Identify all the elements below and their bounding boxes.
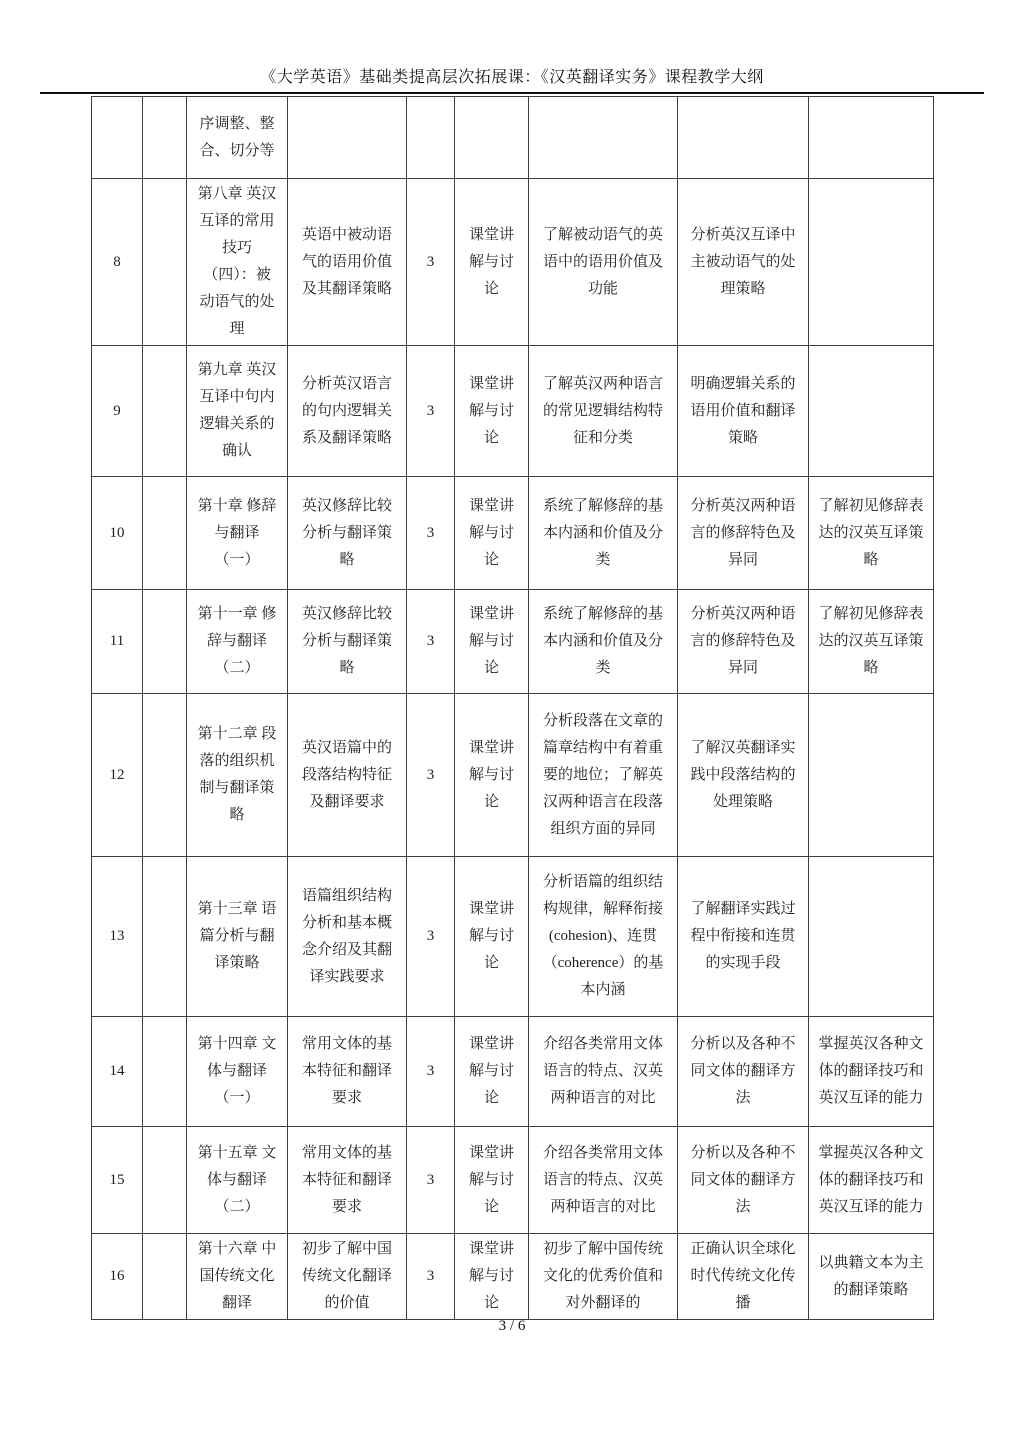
method-cell <box>455 97 529 179</box>
blank-cell <box>143 97 187 179</box>
blank-cell <box>143 694 187 857</box>
hours-cell <box>407 97 455 179</box>
content-cell <box>288 97 407 179</box>
method-cell: 课堂讲解与讨论 <box>455 590 529 694</box>
chapter-cell: 第十章 修辞与翻译（一） <box>187 477 288 590</box>
week-cell: 14 <box>92 1017 143 1127</box>
week-cell: 10 <box>92 477 143 590</box>
blank-cell <box>143 1017 187 1127</box>
hours-cell: 3 <box>407 857 455 1017</box>
week-cell: 12 <box>92 694 143 857</box>
method-cell: 课堂讲解与讨论 <box>455 857 529 1017</box>
blank-cell <box>143 1234 187 1320</box>
table-row <box>92 477 934 590</box>
syllabus-table <box>91 96 934 1320</box>
analysis-cell: 了解汉英翻译实践中段落结构的处理策略 <box>678 694 809 857</box>
week-cell: 16 <box>92 1234 143 1320</box>
chapter-cell: 第十六章 中国传统文化翻译 <box>187 1234 288 1320</box>
objective-cell: 了解英汉两种语言的常见逻辑结构特征和分类 <box>529 346 678 477</box>
analysis-cell: 明确逻辑关系的语用价值和翻译策略 <box>678 346 809 477</box>
week-cell: 13 <box>92 857 143 1017</box>
analysis-cell: 分析以及各种不同文体的翻译方法 <box>678 1017 809 1127</box>
hours-cell: 3 <box>407 694 455 857</box>
chapter-cell: 第十五章 文体与翻译（二） <box>187 1127 288 1234</box>
extra-cell <box>809 97 934 179</box>
table-row <box>92 346 934 477</box>
content-cell: 初步了解中国传统文化翻译的价值 <box>288 1234 407 1320</box>
table-row <box>92 590 934 694</box>
chapter-cell: 第八章 英汉互译的常用技巧（四）：被动语气的处理 <box>187 179 288 346</box>
hours-cell: 3 <box>407 477 455 590</box>
objective-cell: 介绍各类常用文体语言的特点、汉英两种语言的对比 <box>529 1017 678 1127</box>
page-title: 《大学英语》基础类提高层次拓展课：《汉英翻译实务》课程教学大纲 <box>260 69 764 86</box>
method-cell: 课堂讲解与讨论 <box>455 694 529 857</box>
chapter-cell: 第十四章 文体与翻译（一） <box>187 1017 288 1127</box>
method-cell: 课堂讲解与讨论 <box>455 1127 529 1234</box>
table-row <box>92 1234 934 1320</box>
analysis-cell <box>678 97 809 179</box>
table-row <box>92 179 934 346</box>
analysis-cell: 分析英汉两种语言的修辞特色及异同 <box>678 590 809 694</box>
extra-cell <box>809 857 934 1017</box>
analysis-cell: 分析英汉两种语言的修辞特色及异同 <box>678 477 809 590</box>
objective-cell: 分析段落在文章的篇章结构中有着重要的地位；了解英汉两种语言在段落组织方面的异同 <box>529 694 678 857</box>
objective-cell: 系统了解修辞的基本内涵和价值及分类 <box>529 590 678 694</box>
week-cell: 15 <box>92 1127 143 1234</box>
chapter-cell: 第十一章 修辞与翻译（二） <box>187 590 288 694</box>
analysis-cell: 正确认识全球化时代传统文化传播 <box>678 1234 809 1320</box>
content-cell: 语篇组织结构分析和基本概念介绍及其翻译实践要求 <box>288 857 407 1017</box>
week-cell: 11 <box>92 590 143 694</box>
extra-cell: 掌握英汉各种文体的翻译技巧和英汉互译的能力 <box>809 1127 934 1234</box>
objective-cell: 了解被动语气的英语中的语用价值及功能 <box>529 179 678 346</box>
hours-cell: 3 <box>407 346 455 477</box>
extra-cell <box>809 346 934 477</box>
method-cell: 课堂讲解与讨论 <box>455 179 529 346</box>
table-row <box>92 1017 934 1127</box>
objective-cell: 分析语篇的组织结构规律，解释衔接 (cohesion)、连贯（coherence）的基本内涵 <box>529 857 678 1017</box>
extra-cell: 了解初见修辞表达的汉英互译策略 <box>809 477 934 590</box>
week-cell <box>92 97 143 179</box>
analysis-cell: 分析以及各种不同文体的翻译方法 <box>678 1127 809 1234</box>
analysis-cell: 了解翻译实践过程中衔接和连贯的实现手段 <box>678 857 809 1017</box>
hours-cell: 3 <box>407 1127 455 1234</box>
hours-cell: 3 <box>407 1234 455 1320</box>
blank-cell <box>143 590 187 694</box>
method-cell: 课堂讲解与讨论 <box>455 1234 529 1320</box>
content-cell: 英语中被动语气的语用价值及其翻译策略 <box>288 179 407 346</box>
objective-cell: 初步了解中国传统文化的优秀价值和对外翻译的 <box>529 1234 678 1320</box>
content-cell: 英汉修辞比较分析与翻译策略 <box>288 477 407 590</box>
hours-cell: 3 <box>407 1017 455 1127</box>
chapter-cell: 第十三章 语篇分析与翻译策略 <box>187 857 288 1017</box>
chapter-cell: 序调整、整合、切分等 <box>187 97 288 179</box>
content-cell: 分析英汉语言的句内逻辑关系及翻译策略 <box>288 346 407 477</box>
blank-cell <box>143 477 187 590</box>
method-cell: 课堂讲解与讨论 <box>455 477 529 590</box>
table-row <box>92 97 934 179</box>
objective-cell: 系统了解修辞的基本内涵和价值及分类 <box>529 477 678 590</box>
content-cell: 常用文体的基本特征和翻译要求 <box>288 1127 407 1234</box>
chapter-cell: 第十二章 段落的组织机制与翻译策略 <box>187 694 288 857</box>
analysis-cell: 分析英汉互译中主被动语气的处理策略 <box>678 179 809 346</box>
week-cell: 9 <box>92 346 143 477</box>
blank-cell <box>143 179 187 346</box>
header-divider <box>40 92 984 94</box>
hours-cell: 3 <box>407 179 455 346</box>
blank-cell <box>143 1127 187 1234</box>
extra-cell <box>809 179 934 346</box>
objective-cell <box>529 97 678 179</box>
content-cell: 常用文体的基本特征和翻译要求 <box>288 1017 407 1127</box>
table-row <box>92 694 934 857</box>
extra-cell: 掌握英汉各种文体的翻译技巧和英汉互译的能力 <box>809 1017 934 1127</box>
table-row <box>92 857 934 1017</box>
blank-cell <box>143 346 187 477</box>
extra-cell <box>809 694 934 857</box>
page-number: 3 / 6 <box>498 1318 526 1334</box>
extra-cell: 了解初见修辞表达的汉英互译策略 <box>809 590 934 694</box>
objective-cell: 介绍各类常用文体语言的特点、汉英两种语言的对比 <box>529 1127 678 1234</box>
table-row <box>92 1127 934 1234</box>
extra-cell: 以典籍文本为主的翻译策略 <box>809 1234 934 1320</box>
content-cell: 英汉修辞比较分析与翻译策略 <box>288 590 407 694</box>
blank-cell <box>143 857 187 1017</box>
content-cell: 英汉语篇中的段落结构特征及翻译要求 <box>288 694 407 857</box>
week-cell: 8 <box>92 179 143 346</box>
method-cell: 课堂讲解与讨论 <box>455 346 529 477</box>
table-body <box>92 97 934 1320</box>
method-cell: 课堂讲解与讨论 <box>455 1017 529 1127</box>
hours-cell: 3 <box>407 590 455 694</box>
chapter-cell: 第九章 英汉互译中句内逻辑关系的确认 <box>187 346 288 477</box>
